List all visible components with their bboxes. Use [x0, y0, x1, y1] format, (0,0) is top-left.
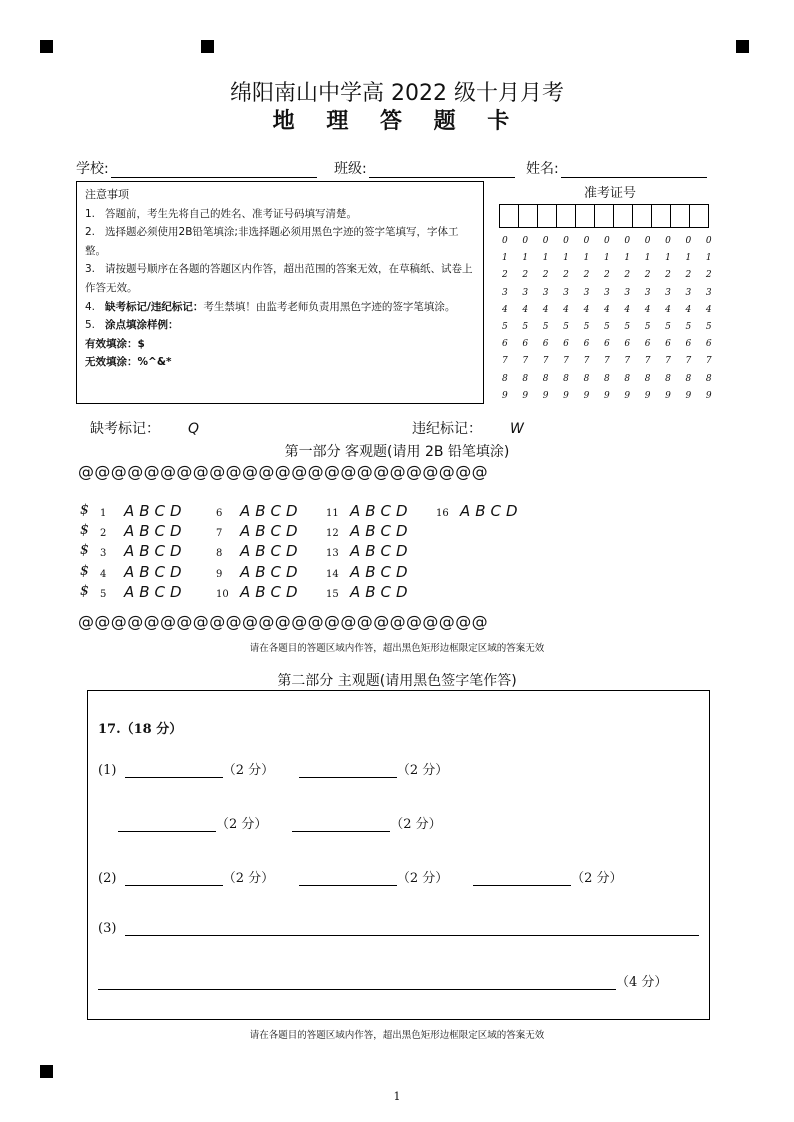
- exam-id-bubble[interactable]: 3: [603, 287, 610, 298]
- page-title: 绵阳南山中学高 2022 级十月月考: [230, 81, 564, 106]
- exam-id-bubble[interactable]: 8: [563, 373, 569, 384]
- exam-id-bubble-grid[interactable]: [502, 236, 726, 408]
- exam-id-bubble[interactable]: 7: [705, 356, 712, 367]
- exam-id-bubble[interactable]: 3: [705, 287, 712, 298]
- exam-id-bubble[interactable]: 2: [603, 270, 610, 281]
- exam-id-bubble[interactable]: 6: [624, 339, 631, 350]
- exam-id-digit-row: [502, 305, 726, 322]
- notice-title: 注意事项: [85, 188, 129, 201]
- exam-id-bubble[interactable]: 3: [624, 287, 631, 298]
- part1-warning: 请在各题目的答题区域内作答，超出黑色矩形边框限定区域的答案无效: [249, 643, 545, 654]
- q17-title: 17.（18 分）: [98, 722, 183, 737]
- exam-id-bubble[interactable]: 1: [644, 253, 651, 264]
- notice-item: 1. 答题前，考生先将自己的姓名、准考证号码填写清楚。: [85, 207, 358, 220]
- exam-id-bubble[interactable]: 6: [685, 339, 692, 350]
- mc-question: [326, 502, 413, 520]
- exam-id-bubble[interactable]: 3: [665, 287, 671, 298]
- exam-id-bubble[interactable]: 5: [705, 321, 712, 332]
- exam-id-bubble[interactable]: 6: [522, 339, 529, 350]
- mc-question: [100, 542, 187, 560]
- answer-blank[interactable]: [473, 871, 571, 886]
- exam-id-bubble[interactable]: 9: [542, 390, 549, 401]
- answer-blank[interactable]: [125, 871, 223, 886]
- exam-id-bubble[interactable]: 7: [685, 356, 692, 367]
- option-bubbles[interactable]: ABCD: [350, 542, 413, 560]
- mc-question: [216, 502, 303, 520]
- answer-blank[interactable]: [292, 817, 390, 832]
- exam-id-bubble[interactable]: 4: [563, 304, 569, 315]
- mc-question: [216, 542, 303, 560]
- exam-id-bubble[interactable]: 8: [583, 373, 590, 384]
- name-line[interactable]: [561, 161, 707, 178]
- exam-id-bubble[interactable]: 8: [685, 373, 692, 384]
- answer-blank[interactable]: [125, 763, 223, 778]
- notice-item: 3. 请按题号顺序在各题的答题区内作答，超出范围的答案无效，在草稿纸、试卷上作答无效。: [85, 263, 473, 294]
- exam-id-bubble[interactable]: 9: [705, 390, 712, 401]
- question-number: 1: [100, 508, 107, 519]
- mc-question: [100, 522, 187, 540]
- exam-id-bubble[interactable]: 7: [665, 356, 671, 367]
- exam-id-bubble[interactable]: 1: [563, 253, 569, 264]
- option-bubbles[interactable]: ABCD: [240, 583, 303, 601]
- invalid-sample: 无效填涂：%^&*: [85, 356, 172, 369]
- option-bubbles[interactable]: ABCD: [124, 583, 187, 601]
- exam-id-cells[interactable]: [499, 204, 721, 228]
- exam-id-bubble[interactable]: 2: [685, 270, 692, 281]
- exam-id-bubble[interactable]: 6: [502, 339, 508, 350]
- exam-id-bubble[interactable]: 4: [685, 304, 692, 315]
- class-line[interactable]: [369, 161, 515, 178]
- exam-id-bubble[interactable]: 9: [502, 390, 508, 401]
- exam-id-bubble[interactable]: 9: [665, 390, 671, 401]
- mc-question: [100, 502, 187, 520]
- exam-id-bubble[interactable]: 2: [583, 270, 590, 281]
- mc-question: [216, 563, 303, 581]
- question-number: 12: [326, 528, 339, 539]
- exam-id-bubble[interactable]: 2: [644, 270, 651, 281]
- exam-id-bubble[interactable]: 0: [685, 236, 692, 246]
- exam-id-bubble[interactable]: 6: [563, 339, 569, 350]
- row-marker: $: [80, 502, 89, 518]
- exam-id-bubble[interactable]: 4: [502, 304, 508, 315]
- exam-id-bubble[interactable]: 9: [685, 390, 692, 401]
- registration-mark: [40, 1065, 53, 1078]
- exam-id-bubble[interactable]: 9: [624, 390, 631, 401]
- exam-id-bubble[interactable]: 0: [542, 236, 549, 246]
- notice-item: 4. 缺考标记/违纪标记：考生禁填！由监考老师负责用黑色字迹的签字笔填涂。: [85, 300, 456, 313]
- exam-id-bubble[interactable]: 6: [583, 339, 590, 350]
- exam-id-bubble[interactable]: 5: [522, 321, 529, 332]
- school-field[interactable]: [76, 158, 317, 178]
- q17-part3-row1: (3): [98, 921, 699, 936]
- row-marker: $: [80, 583, 89, 599]
- exam-id-bubble[interactable]: 1: [542, 253, 549, 264]
- exam-id-bubble[interactable]: 1: [603, 253, 610, 264]
- exam-id-digit-row: [502, 270, 726, 287]
- exam-id-cell[interactable]: [632, 204, 652, 228]
- mc-question: [326, 583, 413, 601]
- exam-id-bubble[interactable]: 0: [522, 236, 529, 246]
- page-subtitle: 地 理 答 题 卡: [272, 109, 522, 134]
- exam-id-bubble[interactable]: 5: [665, 321, 671, 332]
- question-number: 2: [100, 528, 107, 539]
- answer-box: [87, 690, 710, 1020]
- exam-id-bubble[interactable]: 5: [542, 321, 549, 332]
- mc-question: [436, 502, 523, 520]
- exam-id-bubble[interactable]: 3: [522, 287, 529, 298]
- exam-id-bubble[interactable]: 0: [603, 236, 610, 246]
- question-number: 16: [436, 508, 449, 519]
- exam-id-bubble[interactable]: 2: [563, 270, 569, 281]
- exam-id-bubble[interactable]: 1: [502, 253, 508, 264]
- exam-id-bubble[interactable]: 4: [583, 304, 590, 315]
- exam-id-cell[interactable]: [556, 204, 576, 228]
- mc-question: [326, 522, 413, 540]
- answer-blank[interactable]: [299, 871, 397, 886]
- exam-id-title: 准考证号: [583, 186, 636, 201]
- exam-id-bubble[interactable]: 5: [624, 321, 631, 332]
- exam-id-bubble[interactable]: 7: [603, 356, 610, 367]
- question-number: 9: [216, 569, 223, 580]
- exam-id-bubble[interactable]: 2: [522, 270, 529, 281]
- class-label: 班级:: [334, 161, 367, 177]
- exam-id-bubble[interactable]: 0: [624, 236, 631, 246]
- notice-box: [76, 181, 484, 404]
- absent-mark-box[interactable]: Q: [188, 421, 200, 437]
- exam-id-bubble[interactable]: 5: [583, 321, 590, 332]
- part1-heading: 第一部分 客观题(请用 2B 铅笔填涂): [284, 444, 510, 460]
- mc-question: [326, 563, 413, 581]
- exam-id-digit-row: [502, 374, 726, 391]
- exam-id-bubble[interactable]: 7: [583, 356, 590, 367]
- violation-mark: 违纪标记： W: [412, 421, 524, 437]
- exam-id-bubble[interactable]: 2: [665, 270, 671, 281]
- registration-mark: [736, 40, 749, 53]
- violation-mark-box[interactable]: W: [510, 421, 524, 437]
- exam-id-box: [499, 182, 721, 228]
- name-field[interactable]: [526, 158, 707, 178]
- exam-id-cell[interactable]: [594, 204, 614, 228]
- exam-id-digit-row: [502, 339, 726, 356]
- question-number: 5: [100, 589, 107, 600]
- class-field[interactable]: [334, 158, 515, 178]
- exam-id-bubble[interactable]: 6: [603, 339, 610, 350]
- q17-part2-row: (2) （2 分） （2 分） （2 分）: [98, 871, 623, 886]
- exam-id-bubble[interactable]: 3: [685, 287, 692, 298]
- exam-id-digit-row: [502, 356, 726, 373]
- part2-heading: 第二部分 主观题(请用黑色签字笔作答): [277, 673, 517, 689]
- mc-question: [216, 583, 303, 601]
- exam-id-bubble[interactable]: 3: [542, 287, 549, 298]
- exam-id-bubble[interactable]: 2: [542, 270, 549, 281]
- row-marker: $: [80, 522, 89, 538]
- option-bubbles[interactable]: ABCD: [350, 522, 413, 540]
- exam-id-bubble[interactable]: 8: [624, 373, 631, 384]
- exam-id-cell[interactable]: [651, 204, 671, 228]
- exam-id-digit-row: [502, 253, 726, 270]
- option-bubbles[interactable]: ABCD: [240, 522, 303, 540]
- exam-id-cell[interactable]: [499, 204, 519, 228]
- exam-id-bubble[interactable]: 8: [502, 373, 508, 384]
- exam-id-bubble[interactable]: 3: [502, 287, 508, 298]
- answer-blank[interactable]: [118, 817, 216, 832]
- question-number: 4: [100, 569, 107, 580]
- exam-id-bubble[interactable]: 8: [603, 373, 610, 384]
- answer-blank[interactable]: [299, 763, 397, 778]
- answer-blank[interactable]: [98, 975, 616, 990]
- school-line[interactable]: [111, 161, 317, 178]
- exam-id-bubble[interactable]: 4: [705, 304, 712, 315]
- exam-id-bubble[interactable]: 0: [583, 236, 590, 246]
- exam-id-bubble[interactable]: 5: [502, 321, 508, 332]
- exam-id-bubble[interactable]: 0: [665, 236, 671, 246]
- option-bubbles[interactable]: ABCD: [124, 542, 187, 560]
- exam-id-bubble[interactable]: 1: [705, 253, 712, 264]
- option-bubbles[interactable]: ABCD: [124, 502, 187, 520]
- exam-id-bubble[interactable]: 9: [603, 390, 610, 401]
- question-number: 6: [216, 508, 223, 519]
- exam-id-bubble[interactable]: 8: [542, 373, 549, 384]
- exam-id-cell[interactable]: [518, 204, 538, 228]
- answer-blank[interactable]: [125, 921, 699, 936]
- mc-question: [326, 542, 413, 560]
- exam-id-bubble[interactable]: 5: [563, 321, 569, 332]
- option-bubbles[interactable]: ABCD: [350, 563, 413, 581]
- q17-part1-row1: (1) （2 分） （2 分）: [98, 763, 449, 778]
- exam-id-bubble[interactable]: 4: [603, 304, 610, 315]
- exam-id-bubble[interactable]: 4: [644, 304, 651, 315]
- name-label: 姓名:: [526, 161, 559, 177]
- exam-id-digit-row: [502, 322, 726, 339]
- exam-id-bubble[interactable]: 3: [583, 287, 590, 298]
- question-number: 13: [326, 548, 339, 559]
- exam-id-bubble[interactable]: 5: [685, 321, 692, 332]
- row-marker: $: [80, 563, 89, 579]
- option-bubbles[interactable]: ABCD: [460, 502, 523, 520]
- exam-id-bubble[interactable]: 4: [522, 304, 529, 315]
- exam-id-bubble[interactable]: 8: [522, 373, 529, 384]
- mc-question: [100, 563, 187, 581]
- exam-id-cell[interactable]: [537, 204, 557, 228]
- mc-question: [100, 583, 187, 601]
- option-bubbles[interactable]: ABCD: [240, 563, 303, 581]
- exam-id-bubble[interactable]: 7: [502, 356, 508, 367]
- exam-id-bubble[interactable]: 6: [705, 339, 712, 350]
- exam-id-cell[interactable]: [670, 204, 690, 228]
- exam-id-bubble[interactable]: 9: [644, 390, 651, 401]
- option-bubbles[interactable]: ABCD: [240, 542, 303, 560]
- question-number: 14: [326, 569, 339, 580]
- question-number: 15: [326, 589, 339, 600]
- exam-id-bubble[interactable]: 2: [502, 270, 508, 281]
- question-number: 7: [216, 528, 223, 539]
- exam-id-bubble[interactable]: 9: [522, 390, 529, 401]
- exam-id-bubble[interactable]: 9: [563, 390, 569, 401]
- question-number: 8: [216, 548, 223, 559]
- valid-sample: 有效填涂：$: [85, 337, 145, 350]
- question-number: 11: [326, 508, 339, 519]
- exam-id-cell[interactable]: [613, 204, 633, 228]
- exam-id-bubble[interactable]: 2: [705, 270, 712, 281]
- exam-id-bubble[interactable]: 4: [624, 304, 631, 315]
- option-bubbles[interactable]: ABCD: [124, 563, 187, 581]
- exam-id-bubble[interactable]: 0: [502, 236, 508, 246]
- exam-id-digit-row: [502, 236, 726, 253]
- exam-id-bubble[interactable]: 1: [685, 253, 692, 264]
- exam-id-bubble[interactable]: 7: [624, 356, 631, 367]
- q17-part1-row2: （2 分） （2 分）: [118, 813, 442, 832]
- q17-part3-row2: （4 分）: [98, 971, 667, 990]
- exam-id-bubble[interactable]: 4: [542, 304, 549, 315]
- exam-id-bubble[interactable]: 6: [665, 339, 671, 350]
- school-label: 学校:: [76, 161, 109, 177]
- registration-mark: [40, 40, 53, 53]
- exam-id-bubble[interactable]: 8: [705, 373, 712, 384]
- part1-border-top: @@@@@@@@@@@@@@@@@@@@@@@@@: [78, 462, 488, 481]
- exam-id-bubble[interactable]: 0: [705, 236, 712, 246]
- exam-id-bubble[interactable]: 1: [583, 253, 590, 264]
- exam-id-bubble[interactable]: 1: [522, 253, 529, 264]
- option-bubbles[interactable]: ABCD: [124, 522, 187, 540]
- exam-id-bubble[interactable]: 3: [563, 287, 569, 298]
- exam-id-bubble[interactable]: 7: [542, 356, 549, 367]
- exam-id-bubble[interactable]: 4: [665, 304, 671, 315]
- exam-id-bubble[interactable]: 7: [522, 356, 529, 367]
- exam-id-bubble[interactable]: 1: [665, 253, 671, 264]
- notice-item: 5. 涂点填涂样例：: [85, 319, 179, 332]
- exam-id-bubble[interactable]: 8: [644, 373, 651, 384]
- exam-id-bubble[interactable]: 7: [644, 356, 651, 367]
- exam-id-bubble[interactable]: 8: [665, 373, 671, 384]
- option-bubbles[interactable]: ABCD: [240, 502, 303, 520]
- question-number: 3: [100, 548, 107, 559]
- question-number: 10: [216, 589, 229, 600]
- exam-id-bubble[interactable]: 5: [644, 321, 651, 332]
- notice-item: 2. 选择题必须使用2B铅笔填涂;非选择题必须用黑色字迹的签字笔填写，字体工整。: [85, 226, 459, 257]
- registration-mark: [201, 40, 214, 53]
- mc-question: [216, 522, 303, 540]
- exam-id-bubble[interactable]: 6: [644, 339, 651, 350]
- exam-id-bubble[interactable]: 1: [624, 253, 631, 264]
- exam-id-cell[interactable]: [575, 204, 595, 228]
- exam-id-bubble[interactable]: 9: [583, 390, 590, 401]
- option-bubbles[interactable]: ABCD: [350, 583, 413, 601]
- part2-warning: 请在各题目的答题区域内作答，超出黑色矩形边框限定区域的答案无效: [249, 1030, 545, 1041]
- exam-id-bubble[interactable]: 0: [563, 236, 569, 246]
- exam-id-cell[interactable]: [689, 204, 709, 228]
- exam-id-bubble[interactable]: 0: [644, 236, 651, 246]
- page-number: 1: [393, 1090, 401, 1103]
- exam-id-digit-row: [502, 391, 726, 408]
- exam-id-bubble[interactable]: 6: [542, 339, 549, 350]
- row-marker: $: [80, 542, 89, 558]
- part1-border-bottom: @@@@@@@@@@@@@@@@@@@@@@@@@: [78, 612, 488, 631]
- option-bubbles[interactable]: ABCD: [350, 502, 413, 520]
- exam-id-bubble[interactable]: 2: [624, 270, 631, 281]
- absent-mark: 缺考标记： Q: [90, 421, 200, 437]
- exam-id-bubble[interactable]: 3: [644, 287, 651, 298]
- exam-id-digit-row: [502, 288, 726, 305]
- exam-id-bubble[interactable]: 5: [603, 321, 610, 332]
- exam-id-bubble[interactable]: 7: [563, 356, 569, 367]
